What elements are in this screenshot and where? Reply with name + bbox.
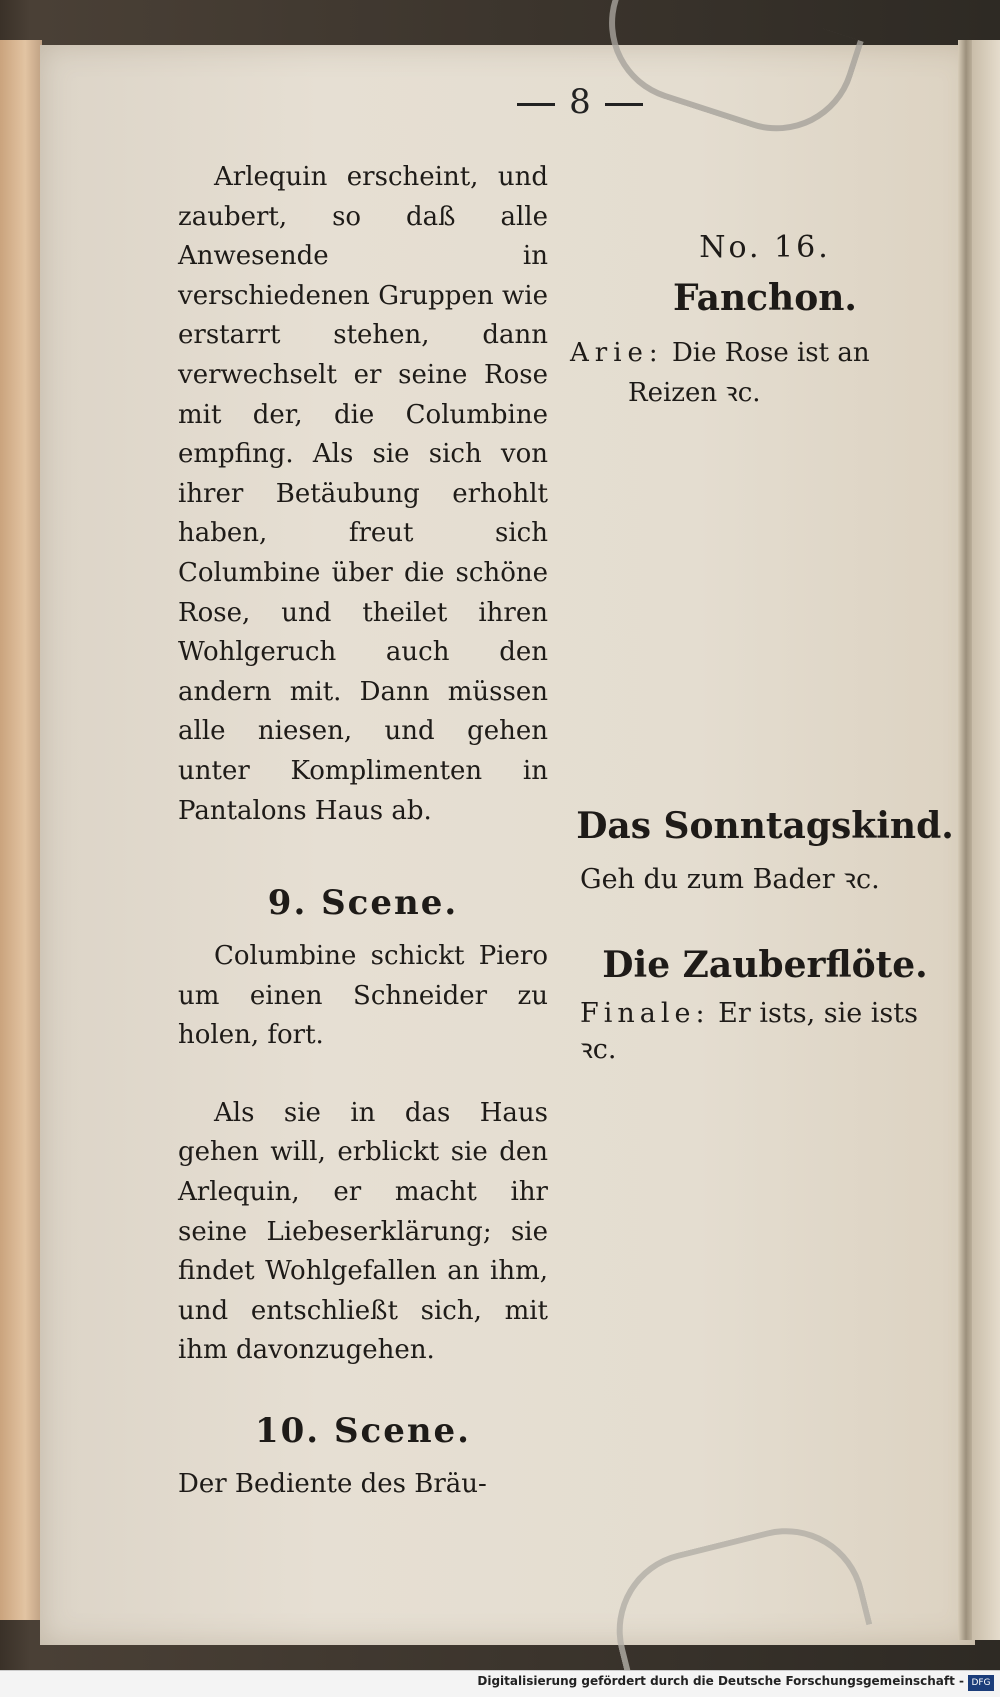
- page-number-text: 8: [569, 82, 591, 122]
- left-column: [178, 158, 548, 1505]
- dfg-logo: DFG: [968, 1675, 994, 1691]
- aria-text-line2: Reizen ꝛc.: [628, 378, 761, 408]
- scene-10-paragraph: Der Bediente des Bräu-: [178, 1469, 487, 1500]
- page-number-dash-right: [605, 103, 643, 106]
- page-number-dash-left: [517, 103, 555, 106]
- finale-text: Er ists, sie ists ꝛc.: [580, 998, 918, 1065]
- zauberfloete-title: Die Zauberflöte.: [602, 944, 928, 986]
- music-number: No. 16.: [699, 230, 831, 265]
- aria-reference: [570, 333, 960, 413]
- sonntagskind-title: Das Sonntagskind.: [576, 805, 954, 847]
- paragraph-arlequin: Arlequin erscheint, und zaubert, so daß alle Anwesende in verschiedenen Gruppen wie erstarrt stehen, dann verwechselt er seine Rose mit der, die Columbine empfing. Als sie sich von ihrer Betäubung erhohlt haben, freut sich Columbine über die schöne Rose, und theilet ihren Wohlgeruch auch den andern mit. Dann müssen alle niesen, und gehen unter Komplimenten in Pantalons Haus ab.: [178, 162, 548, 826]
- digitization-footer: [0, 1670, 1000, 1697]
- facing-page-edge: [972, 40, 1000, 1640]
- zauberfloete-line: [570, 998, 960, 1066]
- scene-9-paragraph-1: Columbine schickt Piero um einen Schneider zu holen, fort.: [178, 941, 548, 1051]
- aria-text-line1: Die Rose ist an: [671, 338, 870, 368]
- footer-credit: Digitalisierung gefördert durch die Deutsche Forschungsgemeinschaft -: [477, 1674, 964, 1688]
- sonntagskind-line: Geh du zum Bader ꝛc.: [580, 864, 880, 895]
- right-column: [570, 230, 960, 1066]
- scene-10-heading: 10. Scene.: [254, 1411, 472, 1452]
- finale-label: Finale:: [580, 998, 710, 1029]
- page-number: [480, 82, 680, 122]
- book-edge-left: [0, 40, 42, 1620]
- aria-label: Arie:: [570, 338, 664, 368]
- scene-9-heading: 9. Scene.: [267, 883, 459, 924]
- scene-9-paragraph-2: Als sie in das Haus gehen will, erblickt sie den Arlequin, er macht ihr seine Liebeserklärung; sie findet Wohlgefallen an ihm, und entschließt sich, mit ihm davonzugehen.: [178, 1097, 548, 1366]
- fanchon-title: Fanchon.: [673, 277, 857, 319]
